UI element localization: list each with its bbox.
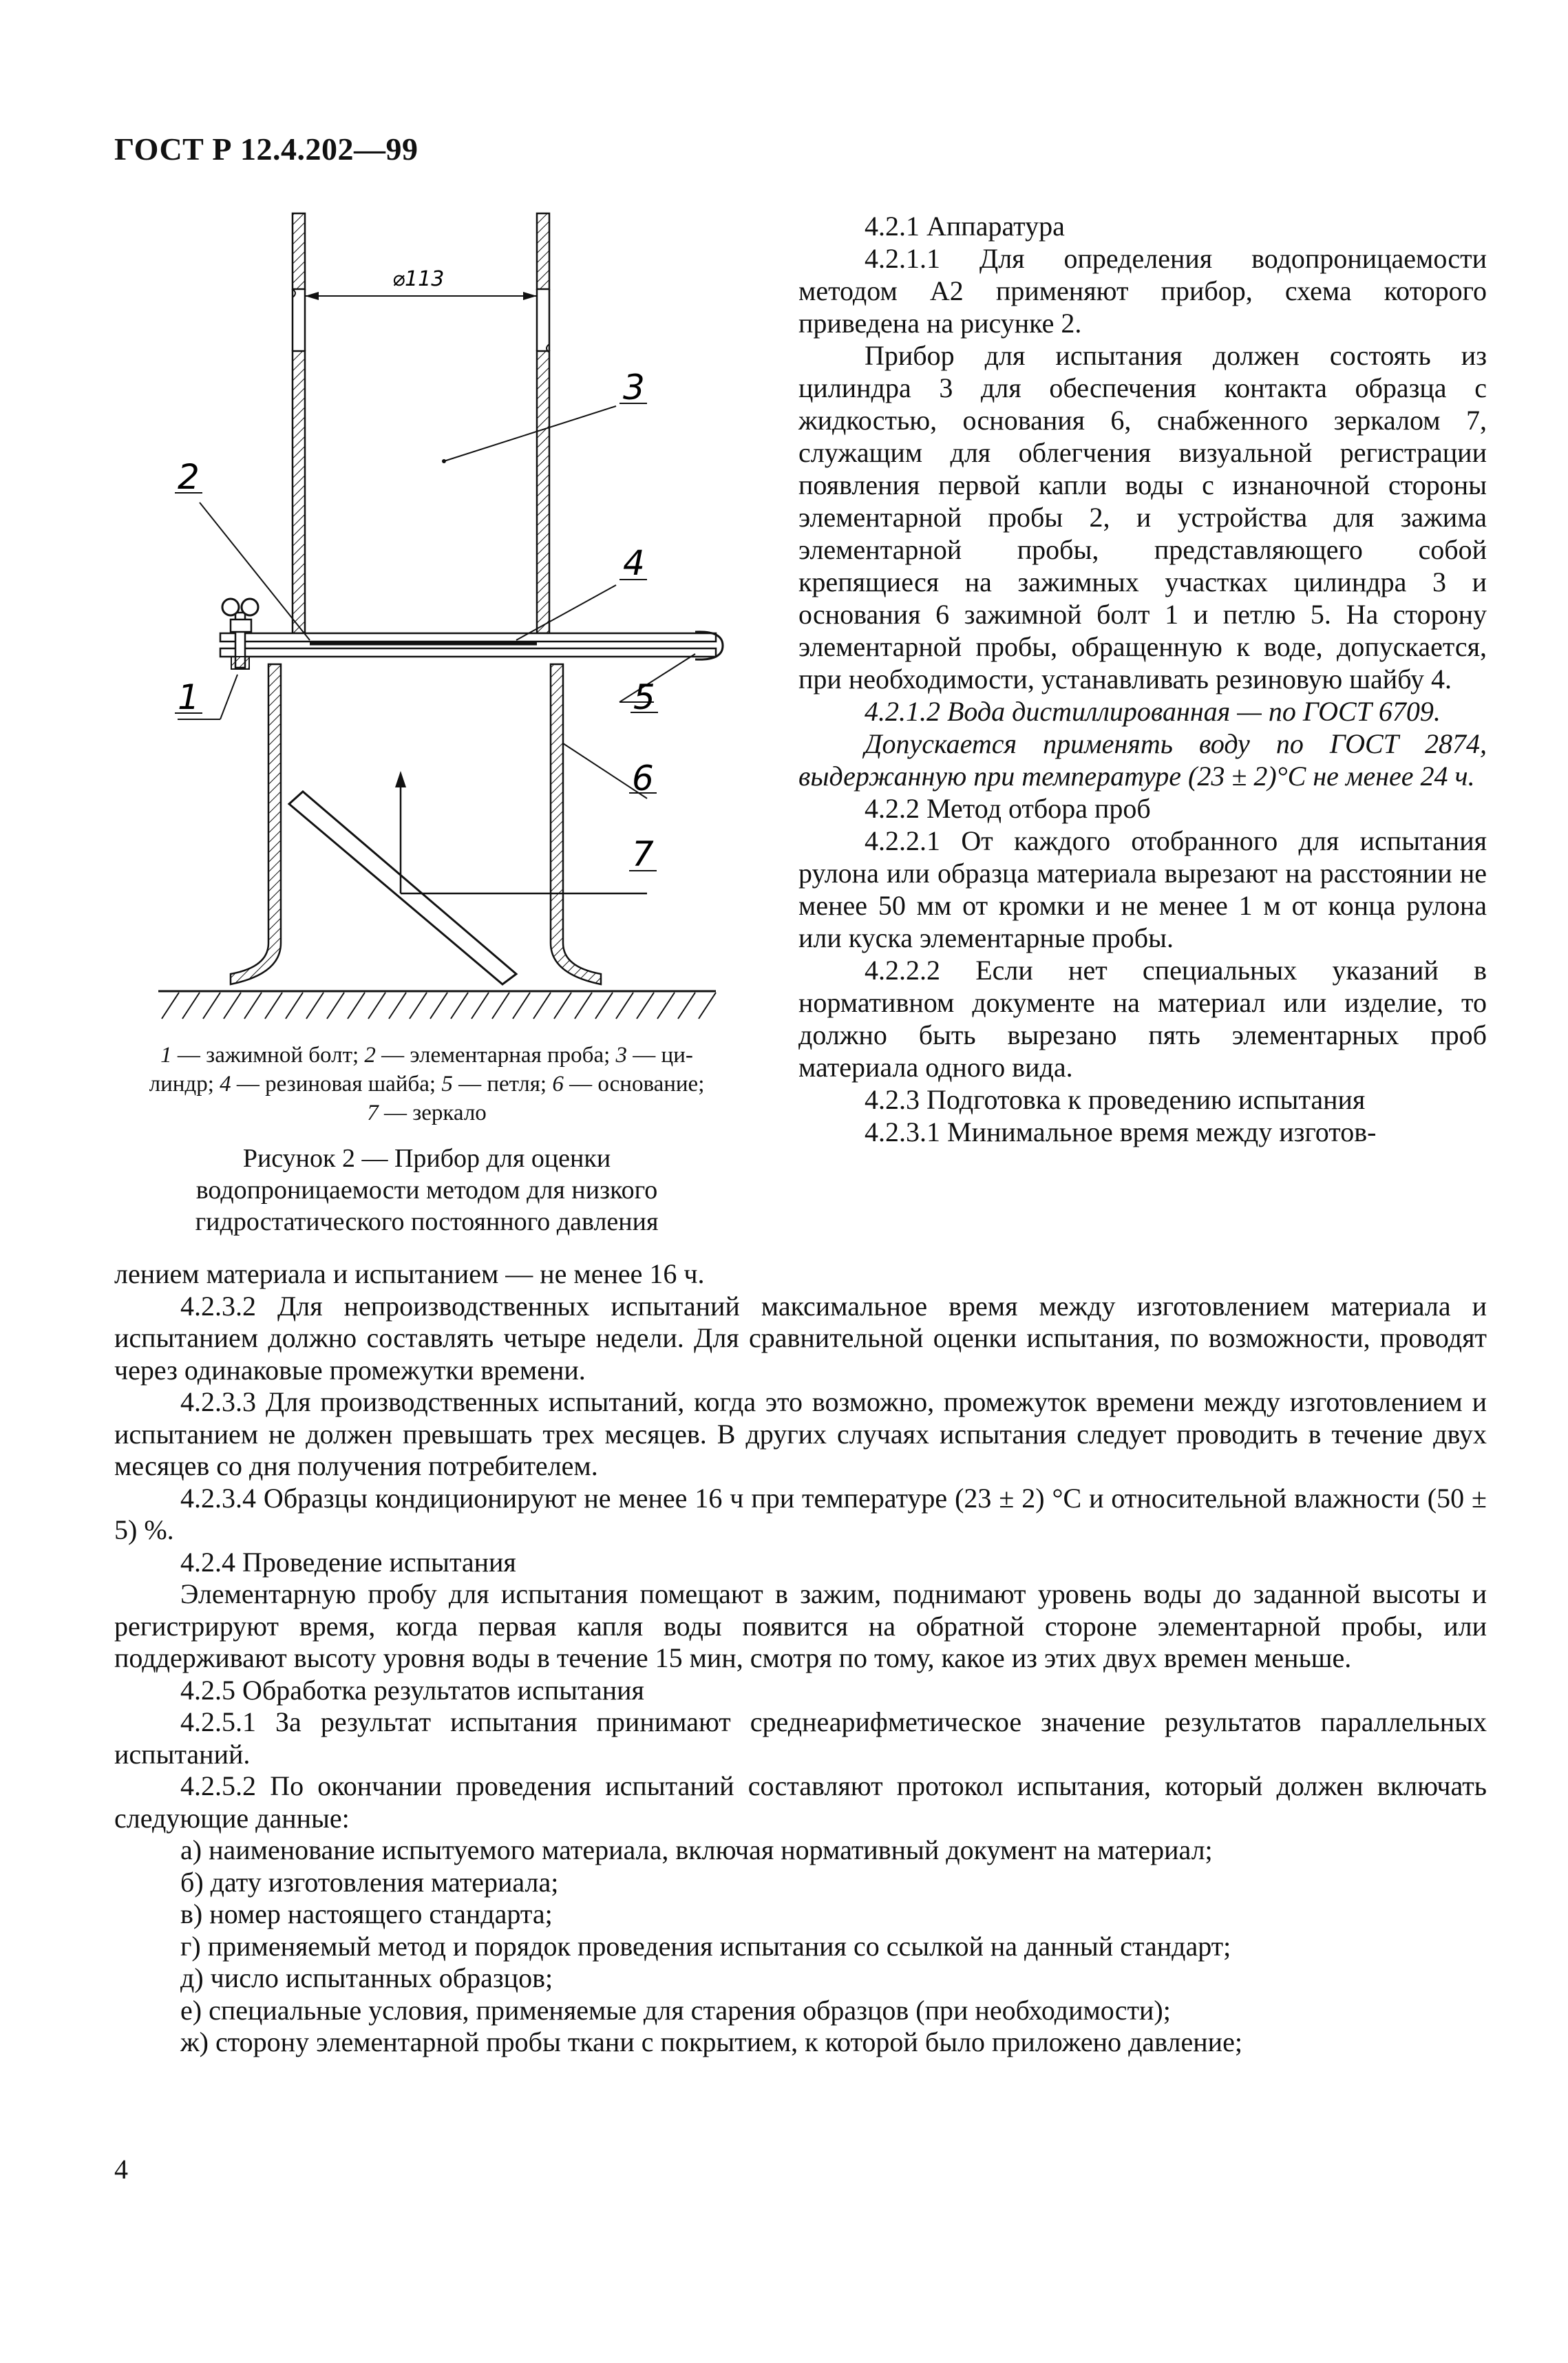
paragraph: 4.2.3.3 Для производственных испытаний, когда это возможно, промежуток времени между изготовлением и испытанием не должен превышать трех месяцев. В других случаях испытания следует проводить в течение двух месяцев со дня получения потребителем. (114, 1386, 1487, 1481)
paragraph: 4.2.5.2 По окончании проведения испытаний составляют протокол испытания, который должен включать следующие данные: (114, 1770, 1487, 1834)
list-item: б) дату изготовления материала; (180, 1866, 559, 1898)
legend-text-2: — элементарная проба; (375, 1043, 616, 1068)
dimension-label: ⌀113 (392, 267, 445, 291)
dimension-line (305, 267, 537, 300)
paragraph: 4.2.2.2 Если нет специальных указаний в нормативном документе на материал или изделие, то должно быть вырезано пять элементарных проб материала одного вида. (798, 955, 1487, 1083)
caption-line-2: водопроницаемости методом для низкого (195, 1176, 658, 1205)
mirror-7 (289, 792, 516, 984)
page-number: 4 (114, 2154, 128, 2185)
section-heading: 4.2.1 Аппаратура (865, 211, 1065, 242)
callout-4: 4 (623, 543, 645, 583)
paragraph: 4.2.2.1 От каждого отобранного для испытания рулона или образца материала вырезают на расстоянии не менее 50 мм от кромки и не менее 1 м от конца рулона или куска элементарные пробы. (798, 825, 1487, 953)
paragraph: лением материала и испытанием — не менее 16 ч. (114, 1258, 705, 1289)
legend-text-3: — ци- (627, 1043, 693, 1068)
legend-text-5: — петля; (452, 1072, 553, 1096)
callout-6: 6 (632, 759, 654, 798)
document-header: ГОСТ Р 12.4.202—99 (114, 131, 419, 167)
callout-2: 2 (178, 457, 200, 497)
floor (158, 991, 716, 1019)
legend-num-6: 6 (552, 1072, 564, 1096)
legend-text-3b: линдр; (149, 1072, 220, 1096)
figure-caption (103, 1143, 750, 1238)
paragraph: 4.2.3.2 Для непроизводственных испытаний максимальное время между изготовлением материала и испытанием должно составлять четыре недели. Для сравнительной оценки испытания, по возможности, проводят через одинаковые промежутки времени. (114, 1290, 1487, 1386)
legend-text-4: — резиновая шайба; (231, 1072, 442, 1096)
caption-line-3: гидростатического постоянного давления (195, 1207, 659, 1236)
legend-text-6: — основание; (563, 1072, 705, 1096)
list-item: д) число испытанных образцов; (180, 1962, 553, 1993)
legend-num-7: 7 (367, 1101, 379, 1125)
paragraph: 4.2.1.1 Для определения водопроницаемости методом А2 применяют прибор, схема которого приведена на рисунке 2. (798, 243, 1487, 339)
list-item: г) применяемый метод и порядок проведения испытания со ссылкой на данный стандарт; (180, 1930, 1231, 1962)
list-item: в) номер настоящего стандарта; (180, 1898, 553, 1929)
legend-num-1: 1 (160, 1043, 172, 1068)
callout-5: 5 (633, 677, 655, 717)
paragraph: 4.2.3.4 Образцы кондиционируют не менее 16 ч при температуре (23 ± 2) °С и относительной влажности (50 ± 5) %. (114, 1482, 1487, 1545)
full-width-text (114, 1258, 1487, 2059)
list-item: ж) сторону элементарной пробы ткани с покрытием, к которой было приложено давление; (180, 2026, 1242, 2057)
legend-text-1: — зажимной болт; (171, 1043, 365, 1068)
base-6 (231, 664, 601, 984)
section-heading: 4.2.5 Обработка результатов испытания (180, 1674, 644, 1706)
right-column (798, 210, 1487, 1148)
figure-legend (103, 1041, 750, 1127)
caption-line-1: Рисунок 2 — Прибор для оценки (242, 1144, 611, 1173)
section-heading: 4.2.4 Проведение испытания (180, 1546, 516, 1578)
paragraph: Допускается применять воду по ГОСТ 2874, выдержанную при температуре (23 ± 2)°С не менее 24 ч. (798, 728, 1487, 792)
legend-num-4: 4 (220, 1072, 231, 1096)
paragraph: Элементарную пробу для испытания помещают в зажим, поднимают уровень воды до заданной высоты и регистрируют время, когда первая капля воды появится на обратной стороне элементарной пробы, или поддерживают высоту уровня воды в течение 15 мин, смотря по тому, какое из этих двух времен меньше. (114, 1578, 1487, 1673)
callout-3: 3 (623, 368, 645, 407)
legend-num-2: 2 (364, 1043, 376, 1068)
paragraph: 4.2.5.1 За результат испытания принимают среднеарифметическое значение результатов параллельных испытаний. (114, 1706, 1487, 1770)
paragraph: Прибор для испытания должен состоять из цилиндра 3 для обеспечения контакта образца с жидкостью, основания 6, снабженного зеркалом 7, служащим для облегчения визуальной регистрации появления первой капли воды с изнаночной стороны элементарной пробы 2, и устройства для зажима элементарной пробы, представляющего собой крепящиеся на зажимных участках цилиндра 3 и основания 6 зажимной болт 1 и петлю 5. На сторону элементарной пробы, обращенную к воде, допускается, при необходимости, устанавливать резиновую шайбу 4. (798, 340, 1487, 695)
paragraph: 4.2.1.2 Вода дистиллированная — по ГОСТ 6709. (865, 696, 1441, 727)
legend-text-7: — зеркало (378, 1101, 487, 1125)
section-heading: 4.2.2 Метод отбора проб (865, 793, 1151, 824)
list-item: а) наименование испытуемого материала, включая нормативный документ на материал; (180, 1834, 1213, 1865)
apparatus-drawing (103, 200, 750, 1039)
apparatus-figure (103, 200, 750, 1039)
callout-7: 7 (632, 834, 654, 874)
paragraph: 4.2.3.1 Минимальное время между изготов- (865, 1116, 1377, 1147)
legend-num-5: 5 (441, 1072, 453, 1096)
callout-1: 1 (178, 677, 200, 717)
legend-num-3: 3 (615, 1043, 628, 1068)
section-heading: 4.2.3 Подготовка к проведению испытания (865, 1084, 1366, 1115)
list-item: е) специальные условия, применяемые для старения образцов (при необходимости); (180, 1994, 1171, 2026)
